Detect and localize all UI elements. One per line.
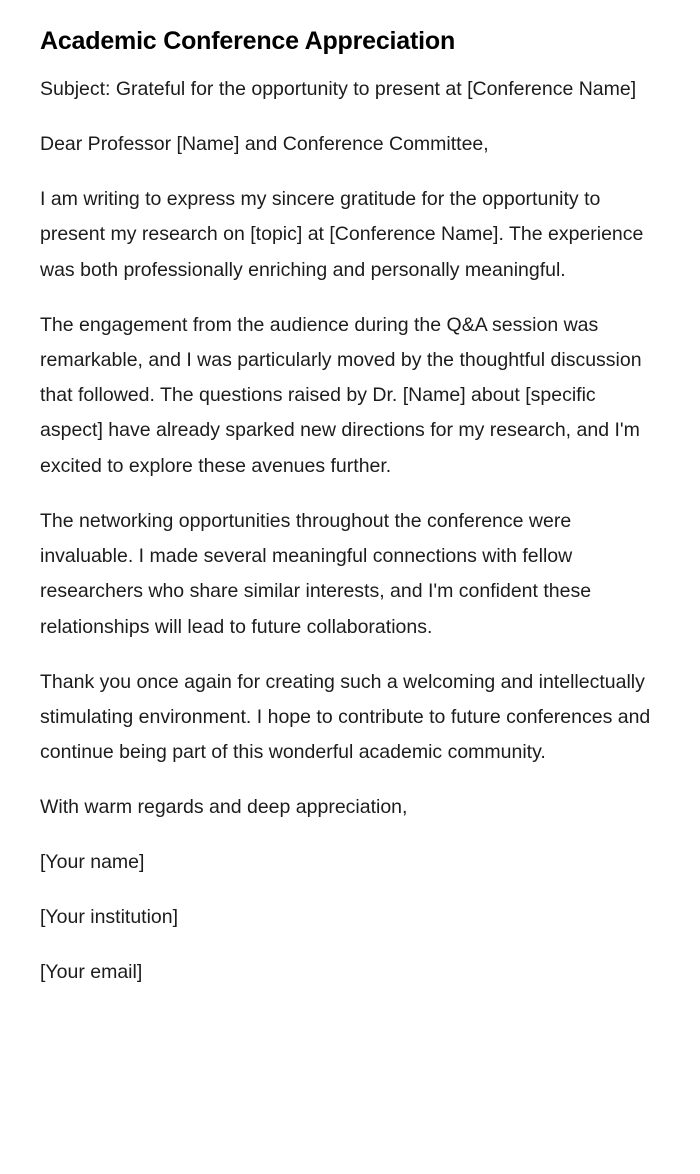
- subject-line: Subject: Grateful for the opportunity to present at [Conference Name]: [40, 78, 637, 100]
- signature-institution: [Your institution]: [40, 906, 179, 929]
- body-paragraph-networking: The networking opportunities throughout the conference were invaluable. I made several meaningful connections with fellow researchers who share similar interests, and I'm confident these relationships will lead to future collaborations.: [40, 509, 592, 638]
- closing-line: With warm regards and deep appreciation,: [40, 796, 408, 819]
- salutation: Dear Professor [Name] and Conference Committee,: [40, 132, 489, 155]
- signature-email: [Your email]: [40, 961, 143, 984]
- signature-name: [Your name]: [40, 851, 145, 874]
- body-paragraph-gratitude: I am writing to express my sincere gratitude for the opportunity to present my research on [topic] at [Conference Name]. The experience was both professionally enriching and personally meaningful.: [40, 187, 644, 281]
- body-paragraph-thanks: Thank you once again for creating such a welcoming and intellectually stimulating environment. I hope to contribute to future conferences and continue being part of this wonderful academic community.: [40, 670, 651, 764]
- page-title: Academic Conference Appreciation: [40, 27, 456, 55]
- body-paragraph-engagement: The engagement from the audience during the Q&A session was remarkable, and I was particularly moved by the thoughtful discussion that followed. The questions raised by Dr. [Name] about [specific aspect] have already sparked new directions for my research, and I'm excited to explore these avenues further.: [40, 313, 642, 477]
